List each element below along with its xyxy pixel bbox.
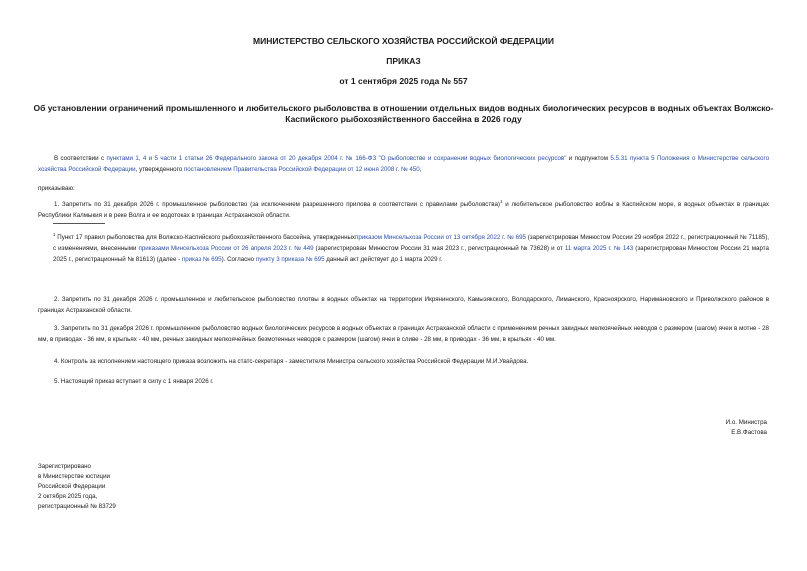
registration-block xyxy=(38,462,116,512)
preamble-text: В соответствии с xyxy=(54,155,107,162)
signature-block xyxy=(726,418,767,438)
government-decree-link[interactable]: постановлением Правительства Российской Федерации от 12 июня 2008 г. № 450 xyxy=(183,166,420,173)
footnote-text: данный акт действует до 1 марта 2029 г. xyxy=(324,256,443,264)
registration-line: Российской Федерации xyxy=(38,483,106,490)
registration-line: в Министерстве юстиции xyxy=(38,473,111,480)
document-title: Об установлении ограничений промышленного и любительского рыболовства в отношении отдельных видов водных биологических ресурсов в водных объектах Волжско-Каспийского рыбохозяйственного бассейна в 2026 году xyxy=(33,103,774,124)
footnote-ref[interactable]: 1 xyxy=(499,199,503,204)
footnote-text: Пункт 17 правил рыболовства для Волжско-Каспийского рыбохозяйственного бассейна, утвержденных xyxy=(55,234,356,242)
doc-type-heading: ПРИКАЗ xyxy=(386,56,421,66)
registration-line: Зарегистрировано xyxy=(38,463,91,470)
signer-name: Е.В.Фастова xyxy=(731,429,767,436)
preamble-text: , утвержденного xyxy=(135,166,184,173)
item-2-paragraph: 2. Запретить по 31 декабря 2026 г. промышленное и любительское рыболовство плотвы в водных объектах на территории Икрянинского, Камызякского, Володарского, Лиманского, Красноярского, Наримановского и Приволжского районов в границах Астраханской области. xyxy=(38,296,769,314)
preamble-text: и подпунктом xyxy=(566,155,611,162)
regulation-link[interactable]: 5.5.31 пункта 5 Положения о Министерстве сельского хозяйства Российской Федерации xyxy=(38,155,770,173)
preamble-text: , xyxy=(419,166,422,173)
item-4-paragraph: 4. Контроль за исполнением настоящего приказа возложить на статс-секретаря - заместителя Министра сельского хозяйства Российской Федерации М.И.Увайдова. xyxy=(54,358,529,365)
item-1-text: и любительское рыболовство воблы в Каспийском море, в водных объектах в границах Республики Калмыкия и в реке Волга и ее водотоках в границах Астраханской области. xyxy=(38,201,769,220)
footnote-text: (зарегистрирован Минюстом России 31 мая 2023 г., регистрационный № 73628) и от xyxy=(313,245,565,253)
footnote-marker: 1 xyxy=(53,232,56,237)
item-5-paragraph: 5. Настоящий приказ вступает в силу с 1 января 2026 г. xyxy=(54,378,214,385)
footnote-paragraph xyxy=(53,229,769,265)
footnote-divider xyxy=(53,223,105,224)
item-1-paragraph xyxy=(38,196,769,221)
ministry-heading: МИНИСТЕРСТВО СЕЛЬСКОГО ХОЗЯЙСТВА РОССИЙСКОЙ ФЕДЕРАЦИИ xyxy=(253,36,554,46)
item-3-paragraph: 3. Запретить по 31 декабря 2026 г. промышленное рыболовство водных биологических ресурсов в водных объектах в границах Астраханской области с применением речных закидных мелкоячейных неводов с размером (шагом) ячеи в мотне - 28 мм, в приводах - 36 мм, в крыльях - 40 мм, речных закидных мелкоячейных безмотенных неводов с размером (шагом) ячеи в сливе - 28 мм, в приводах - 36 мм, в крыльях - 40 мм. xyxy=(38,325,769,343)
registration-number: регистрационный № 83729 xyxy=(38,503,116,510)
signer-position: И.о. Министра xyxy=(725,419,767,426)
order-143-link[interactable]: 11 марта 2025 г. № 143 xyxy=(564,245,634,253)
order-695-short-link[interactable]: приказ № 695 xyxy=(181,256,222,264)
order-word: приказываю: xyxy=(38,185,75,192)
order-695-link[interactable]: приказом Минсельхоза России от 13 октября 2022 г. № 695 xyxy=(355,234,526,242)
footnote-text: (зарегистрирован Минюстом России 29 ноября 2022 г., регистрационный № 71185), с изменениями, внесенными xyxy=(53,234,769,253)
law-article-link[interactable]: пунктами 1, 4 и 5 части 1 статьи 26 Федерального закона от 20 декабря 2004 г. № 166-ФЗ "О рыболовстве и сохранении водных биологических ресурсов" xyxy=(106,155,567,162)
registration-date: 2 октября 2025 года, xyxy=(38,493,98,500)
footnote-text: ). Согласно xyxy=(221,256,256,264)
item-1-text: 1. Запретить по 31 декабря 2026 г. промышленное рыболовство (за исключением разрешенного прилова в соответствии с правилами рыболовства) xyxy=(54,201,500,209)
order-695-point-3-link[interactable]: пункту 3 приказа № 695 xyxy=(255,256,325,264)
order-449-link[interactable]: приказами Минсельхоза России от 26 апреля 2023 г. № 449 xyxy=(138,245,314,253)
footnote-text: (зарегистрирован Минюстом России 21 марта 2025 г., регистрационный № 81613) (далее - xyxy=(53,245,769,264)
date-number-heading: от 1 сентября 2025 года № 557 xyxy=(339,76,468,86)
preamble-paragraph xyxy=(38,153,769,175)
